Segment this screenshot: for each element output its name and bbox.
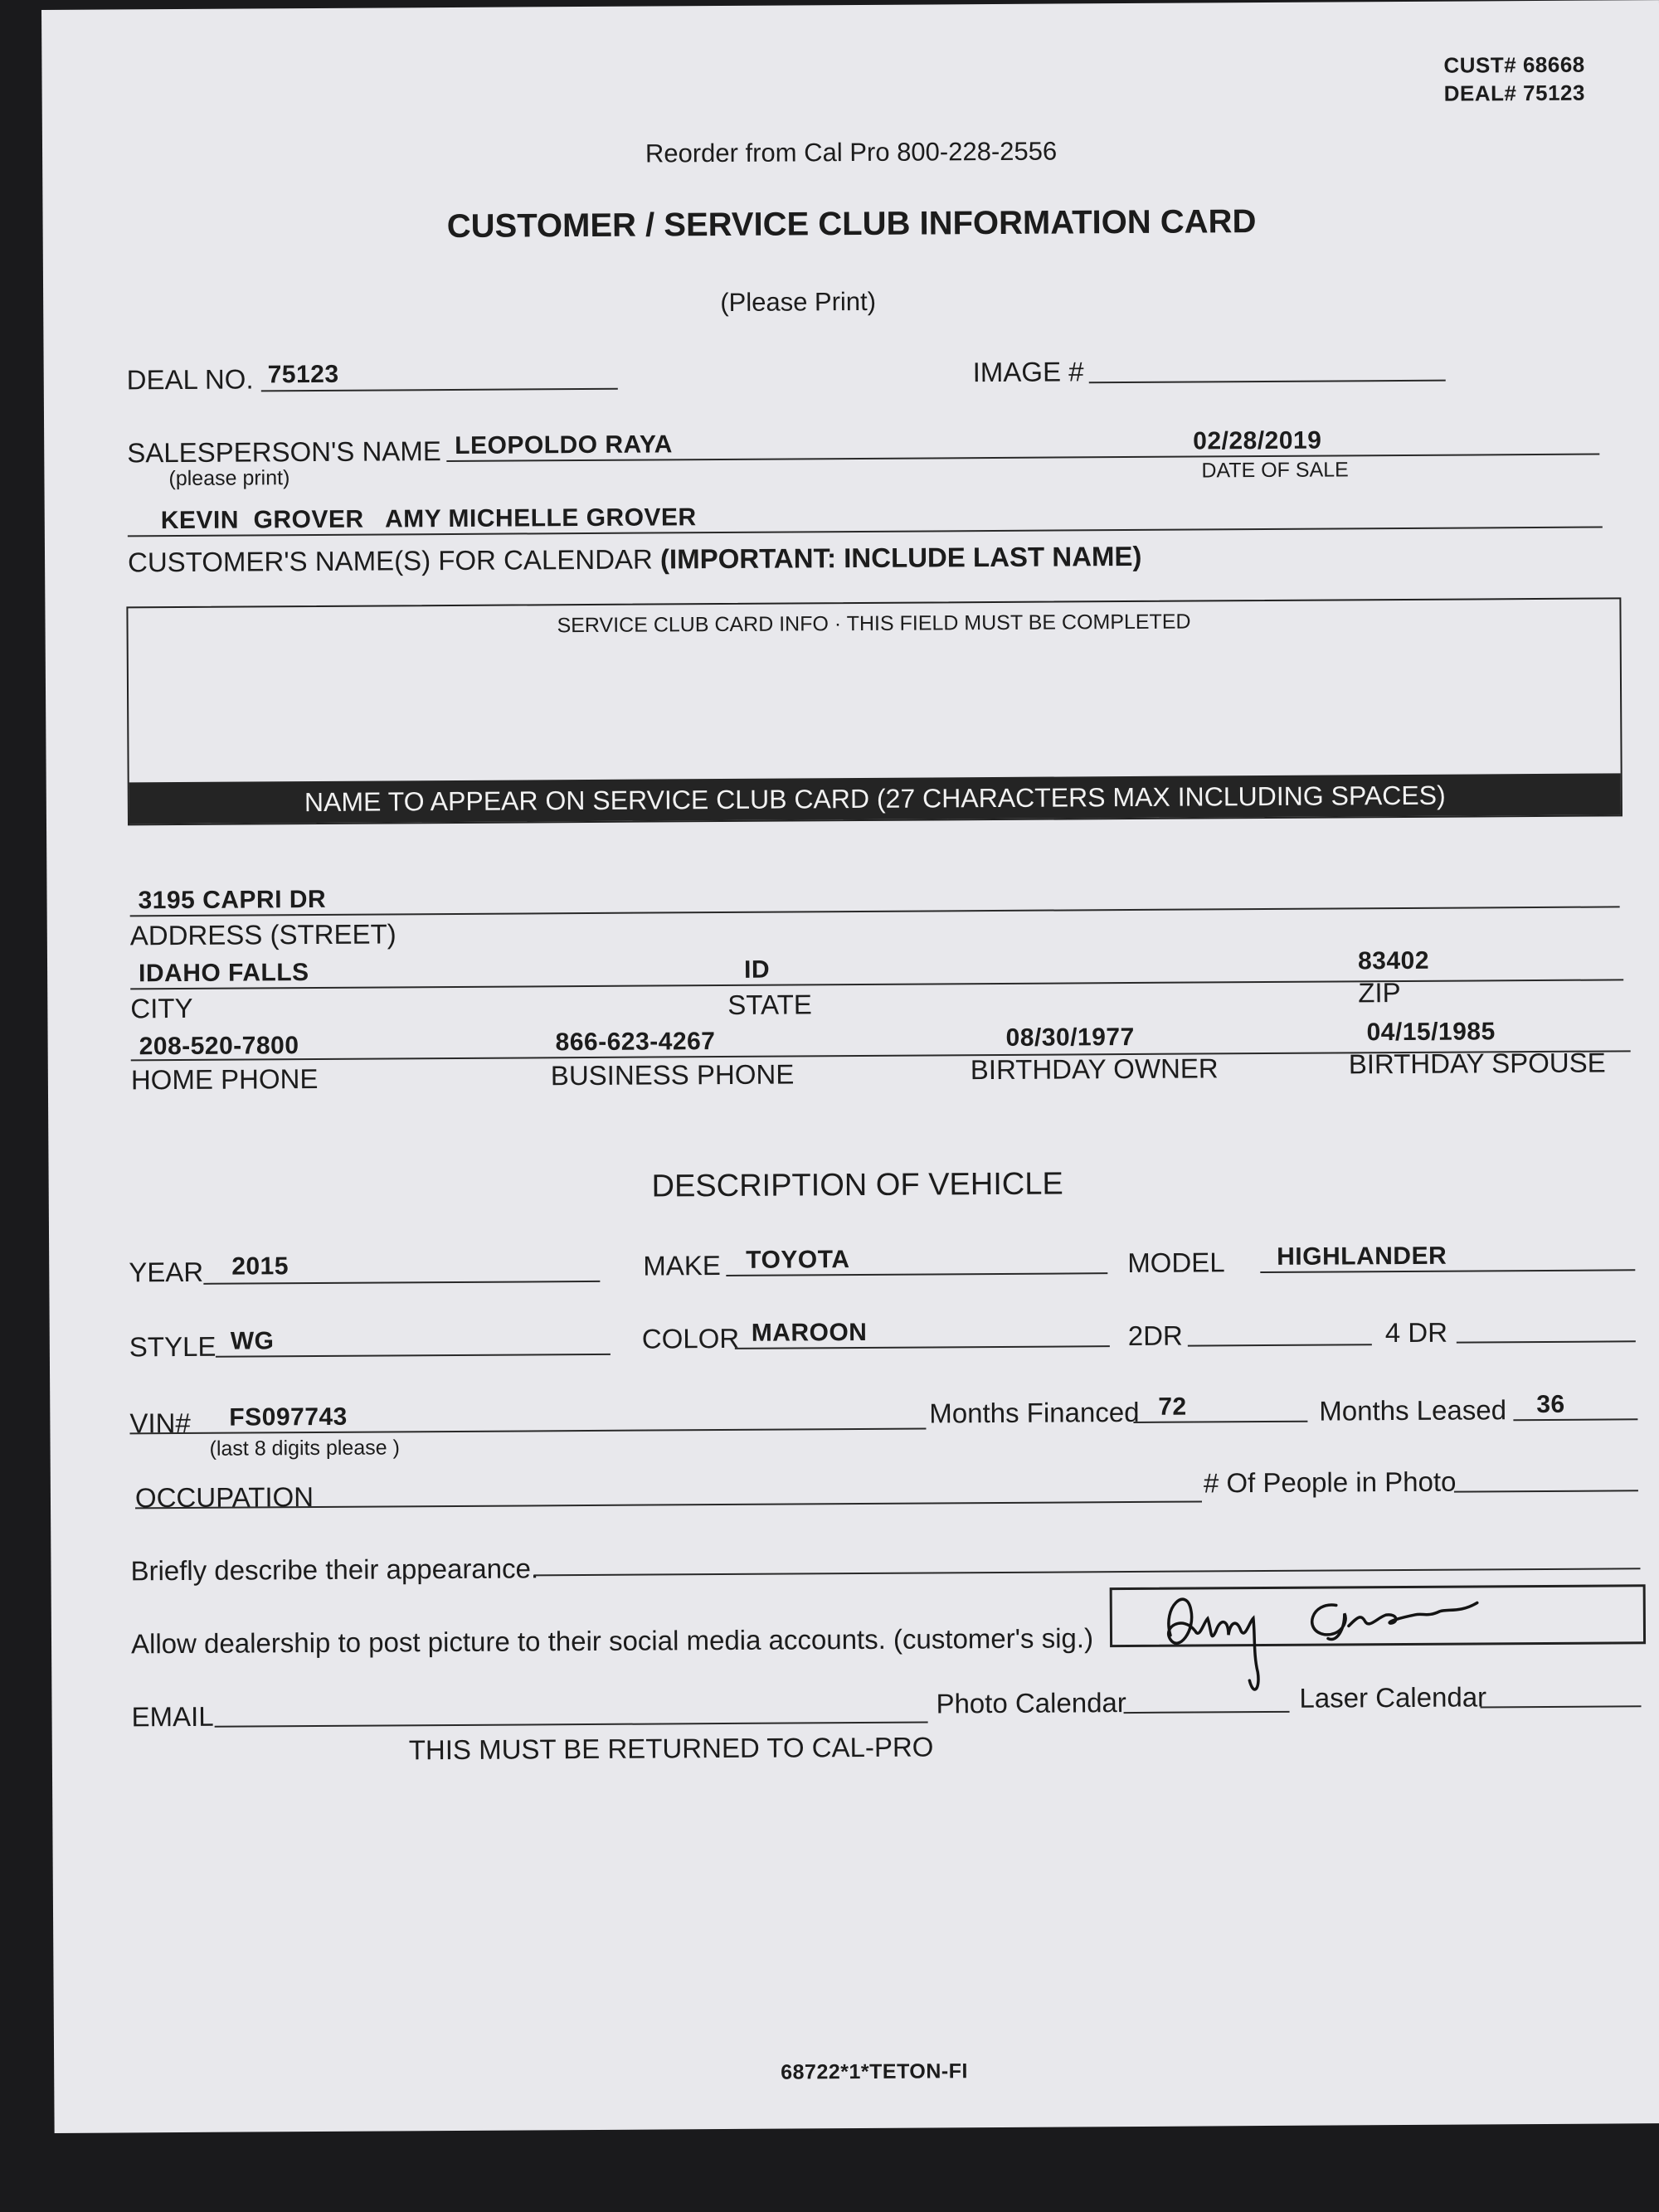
style-value[interactable]: WG — [230, 1327, 275, 1355]
make-value[interactable]: TOYOTA — [746, 1246, 850, 1274]
months-leased-label: Months Leased — [1319, 1394, 1507, 1427]
vehicle-heading: DESCRIPTION OF VEHICLE — [651, 1166, 1063, 1204]
four-door-line[interactable] — [1457, 1340, 1636, 1343]
home-phone-label: HOME PHONE — [130, 1062, 319, 1096]
street-label: ADDRESS (STREET) — [129, 918, 397, 951]
appearance-label: Briefly describe their appearance. — [130, 1553, 539, 1587]
sale-date-value[interactable]: 02/28/2019 — [1193, 426, 1322, 455]
months-financed-value[interactable]: 72 — [1158, 1393, 1187, 1421]
people-in-photo-line[interactable] — [1454, 1490, 1638, 1492]
street-value[interactable]: 3195 CAPRI DR — [138, 885, 327, 915]
deal-no-value[interactable]: 75123 — [267, 360, 339, 389]
birthday-owner-value[interactable]: 08/30/1977 — [1005, 1023, 1135, 1052]
months-financed-line — [1133, 1421, 1307, 1423]
birthday-owner-label: BIRTHDAY OWNER — [970, 1053, 1219, 1086]
form-code: 68722*1*TETON-FI — [781, 2059, 968, 2084]
customer-signature — [1112, 1570, 1644, 1698]
customer-names-label-text: CUSTOMER'S NAME(S) FOR CALENDAR — [127, 543, 661, 578]
signature-box[interactable] — [1110, 1584, 1646, 1647]
email-line[interactable] — [215, 1722, 928, 1728]
customer-names-label — [128, 541, 1142, 578]
image-no-label: IMAGE # — [972, 356, 1084, 388]
service-club-name-bar: NAME TO APPEAR ON SERVICE CLUB CARD (27 CHARACTERS MAX INCLUDING SPACES) — [129, 773, 1621, 824]
deal-number-corner: DEAL# 75123 — [1443, 80, 1586, 106]
return-note: THIS MUST BE RETURNED TO CAL-PRO — [408, 1731, 934, 1766]
business-phone-label: BUSINESS PHONE — [550, 1058, 795, 1091]
make-label: MAKE — [643, 1250, 721, 1281]
occupation-label: OCCUPATION — [134, 1481, 314, 1514]
birthday-spouse-label: BIRTHDAY SPOUSE — [1348, 1047, 1606, 1080]
salesperson-sublabel: (please print) — [168, 466, 290, 491]
city-value[interactable]: IDAHO FALLS — [138, 959, 309, 988]
year-value[interactable]: 2015 — [231, 1252, 289, 1281]
model-value[interactable]: HIGHLANDER — [1277, 1242, 1447, 1271]
color-label: COLOR — [641, 1322, 740, 1354]
customer-names-important: (IMPORTANT: INCLUDE LAST NAME) — [659, 540, 1142, 575]
state-label: STATE — [727, 989, 812, 1020]
city-label: CITY — [130, 992, 193, 1024]
salesperson-value[interactable]: LEOPOLDO RAYA — [455, 430, 673, 459]
customer-names-value[interactable]: KEVIN GROVER AMY MICHELLE GROVER — [160, 503, 697, 535]
months-leased-value[interactable]: 36 — [1536, 1390, 1565, 1419]
email-label: EMAIL — [131, 1700, 214, 1733]
service-club-heading: SERVICE CLUB CARD INFO · THIS FIELD MUST BE COMPLETED — [557, 610, 1191, 638]
sale-date-label: DATE OF SALE — [1201, 458, 1349, 483]
please-print-note: (Please Print) — [720, 286, 877, 318]
salesperson-label: SALESPERSON'S NAME — [127, 435, 441, 469]
laser-calendar-line[interactable] — [1481, 1705, 1642, 1708]
four-door-label: 4 DR — [1384, 1316, 1448, 1349]
photo-calendar-label: Photo Calendar — [936, 1687, 1126, 1719]
vin-note: (last 8 digits please ) — [209, 1436, 400, 1461]
business-phone-value[interactable]: 866-623-4267 — [555, 1028, 716, 1057]
social-media-label: Allow dealership to post picture to their social media accounts. (customer's sig.) — [130, 1622, 1094, 1660]
months-financed-label: Months Financed — [929, 1396, 1140, 1429]
months-leased-line — [1513, 1418, 1637, 1421]
two-door-line[interactable] — [1188, 1344, 1372, 1346]
style-label: STYLE — [129, 1330, 216, 1363]
people-in-photo-label: # Of People in Photo — [1203, 1466, 1457, 1499]
service-club-box[interactable] — [126, 597, 1623, 825]
street-line — [130, 906, 1620, 916]
state-value[interactable]: ID — [743, 955, 771, 984]
vin-value[interactable]: FS097743 — [229, 1403, 348, 1432]
two-door-label: 2DR — [1127, 1320, 1183, 1352]
style-line — [216, 1354, 611, 1358]
customer-number: CUST# 68668 — [1443, 51, 1585, 78]
reorder-note: Reorder from Cal Pro 800-228-2556 — [645, 136, 1058, 168]
form-title: CUSTOMER / SERVICE CLUB INFORMATION CARD — [446, 203, 1257, 246]
photo-calendar-line[interactable] — [1124, 1711, 1290, 1714]
form-page — [41, 0, 1659, 2133]
deal-no-label: DEAL NO. — [126, 363, 254, 396]
zip-label: ZIP — [1358, 977, 1401, 1009]
image-no-line[interactable] — [1089, 380, 1446, 384]
vin-label: VIN# — [129, 1407, 191, 1439]
year-label: YEAR — [129, 1256, 204, 1288]
home-phone-value[interactable]: 208-520-7800 — [139, 1032, 299, 1061]
model-label: MODEL — [1127, 1247, 1225, 1279]
zip-value[interactable]: 83402 — [1357, 946, 1430, 975]
birthday-spouse-value[interactable]: 04/15/1985 — [1366, 1018, 1496, 1047]
laser-calendar-label: Laser Calendar — [1299, 1681, 1487, 1714]
color-value[interactable]: MAROON — [751, 1318, 868, 1347]
year-line — [203, 1281, 600, 1285]
